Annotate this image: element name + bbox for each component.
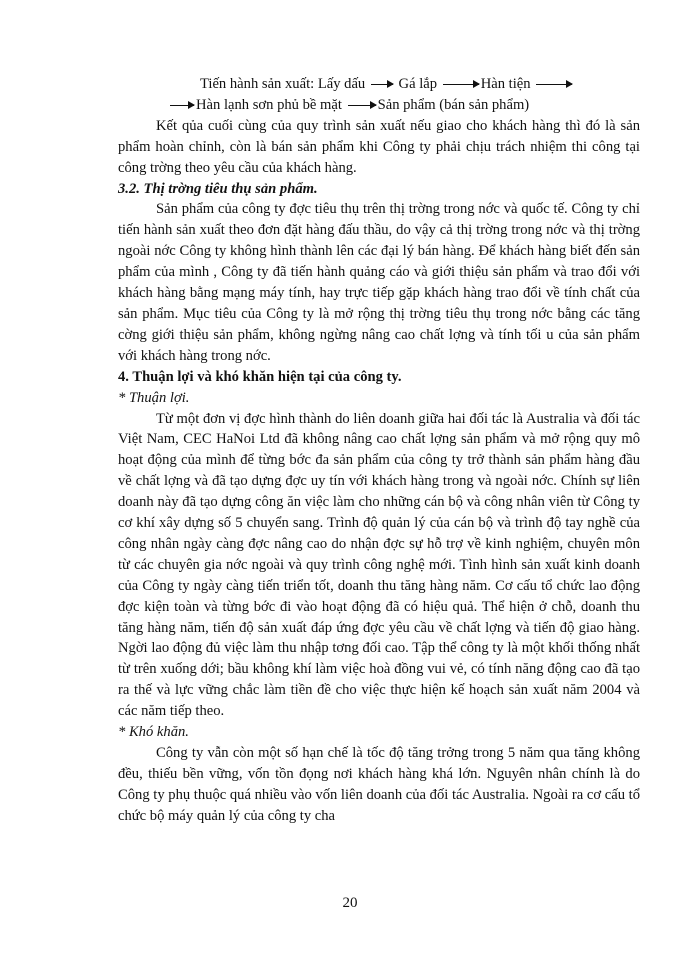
arrow-right-icon — [348, 105, 376, 106]
arrow-right-icon — [536, 84, 572, 85]
page-number: 20 — [342, 895, 358, 911]
arrow-right-icon — [170, 105, 194, 106]
subheading-advantages: * Thuận lợi. — [118, 389, 190, 406]
heading-section-4: 4. Thuận lợi và khó khăn hiện tại của công ty. — [118, 368, 402, 385]
document-page — [118, 74, 640, 827]
process-flow-line-2 — [118, 95, 640, 116]
arrow-right-icon — [443, 84, 479, 85]
paragraph-market: Sản phẩm của công ty đợc tiêu thụ trên thị trờng trong nớc và quốc tế. Công ty chỉ tiến hành sản xuất theo đơn đặt hàng đấu thầu, do vậy cả thị trờng trong nớc và thị trờng ngoài nớc Công ty không hình thành lên các đại lý bán hàng. Để khách hàng biết đến sản phẩm của mình , Công ty đã tiến hành quảng cáo và giới thiệu sản phẩm và trao đổi với khách hàng bằng mạng máy tính, hay trực tiếp gặp khách hàng trao đổi về tính chất của sản phẩm. Mục tiêu của Công ty là mở rộng thị trờng tiêu thụ trong nớc bằng các tăng cờng giới thiệu sản phẩm, không ngừng nâng cao chất lợng và tính tối u của sản phẩm với khách hàng trong nớc. — [118, 201, 640, 364]
process-intro: Tiến hành sản xuất: Lấy dấu — [200, 76, 366, 92]
paragraph-result: Kết qủa cuối cùng của quy trình sản xuất nếu giao cho khách hàng thì đó là sản phẩm hoàn chỉnh, còn là bán sản phẩm khi Công ty phải chịu trách nhiệm thi công tại công trờng theo yêu cầu của khách hàng. — [118, 117, 640, 176]
process-step-han-tien: Hàn tiện — [480, 76, 531, 92]
process-flow-line-1 — [118, 74, 640, 95]
arrow-right-icon — [371, 84, 393, 85]
heading-section-3-2: 3.2. Thị trờng tiêu thụ sản phẩm. — [118, 180, 318, 197]
process-step-san-pham: Sản phẩm (bán sản phẩm) — [377, 96, 530, 113]
process-step-han-lanh: Hàn lạnh sơn phủ bề mặt — [196, 96, 342, 113]
paragraph-difficulties: Công ty vẫn còn một số hạn chế là tốc độ tăng trởng trong 5 năm qua tăng không đều, thiếu bền vững, vốn tồn đọng nơi khách hàng khá lớn. Nguyên nhân chính là do Công ty phụ thuộc quá nhiều vào vốn liên doanh của đối tác Australia. Ngoài ra cơ cấu tổ chức bộ máy quản lý của công ty cha — [118, 745, 641, 824]
process-step-ga-lap: Gá lắp — [398, 76, 438, 92]
subheading-difficulties: * Khó khăn. — [118, 724, 189, 741]
paragraph-advantages: Từ một đơn vị đợc hình thành do liên doanh giữa hai đối tác là Australia và đối tác Việt Nam, CEC HaNoi Ltd đã không nâng cao chất lợng sản phẩm và mở rộng quy mô hoạt động của mình để từng bớc đa sản phẩm của công ty trở thành sản phẩm hàng đầu về chất lợng và đã tạo dựng đợc uy tín với khách hàng trong và ngoài nớc. Chính sự liên doanh này đã tạo dựng công ăn việc làm cho những cán bộ và công nhân viên từ Công ty cơ khí xây dựng số 5 chuyển sang. Trình độ quản lý của cán bộ và trình độ tay nghề của công nhân ngày càng đợc nâng cao do nhận đợc sự hỗ trợ về kinh nghiệm, chuyên môn từ các chuyên gia nớc ngoài và quy trình công nghệ mới. Tình hình sản xuất kinh doanh của Công ty ngày càng tiến triển tốt, doanh thu tăng hàng năm. Cơ cấu tổ chức lao động đợc kiện toàn và từng bớc đi vào hoạt động đã có hiệu quả. Thể hiện ở chỗ, doanh thu tăng hàng năm, tiến độ sản xuất đáp ứng đợc yêu cầu về chất lợng và tiến độ giao hàng. Ngời lao động đủ việc làm thu nhập tơng đối cao. Tập thể công ty là một khối thống nhất từ trên xuống dới; bầu không khí làm việc hoà đồng vui vẻ, có tính năng động cao đã tạo ra thế và lực vững chắc làm tiền đề cho việc thực hiện kế hoạch sản xuất năm 2004 và các năm tiếp theo. — [118, 410, 640, 720]
